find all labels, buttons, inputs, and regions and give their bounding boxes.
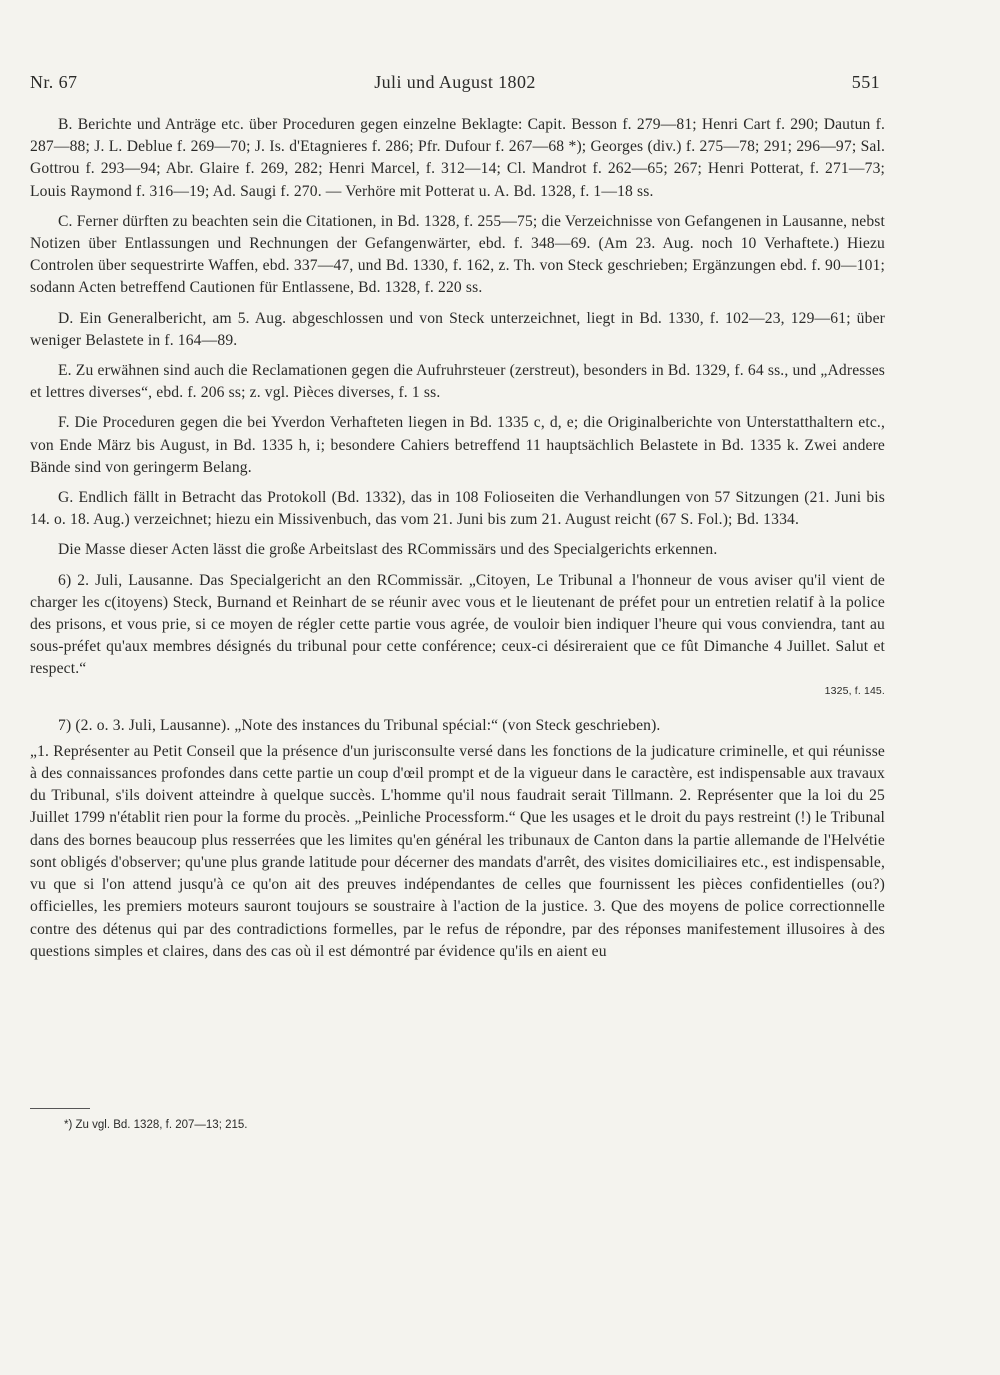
footnote-area <box>30 1108 885 1131</box>
paragraph-c: C. Ferner dürften zu beachten sein die Citationen, in Bd. 1328, f. 255—75; die Verzeichnisse von Gefangenen in Lausanne, nebst Notizen über Entlassungen und Rechnungen der Gefangenwärter, ebd. f. 348—69. (Am 23. Aug. noch 10 Verhaftete.) Hiezu Controlen über sequestrirte Waffen, ebd. 337—47, und Bd. 1330, f. 162, z. Th. von Steck geschrieben; Ergänzungen ebd. f. 90—101; sodann Acten betreffend Cautionen für Entlassene, Bd. 1328, f. 220 ss. <box>30 212 885 297</box>
entry-6: 6) 2. Juli, Lausanne. Das Specialgericht an den RCommissär. „Citoyen, Le Tribunal a l'honneur de vous aviser qu'il vient de charger les c(itoyens) Steck, Burnand et Reinhart de se réunir avec vous et le lieutenant de préfet pour un entretien relatif à la police des prisons, et vous prie, si ce moyen de régler cette partie vous agrée, de vouloir bien indiquer l'heure qui vous conviendra, tant au sous-préfet qu'aux membres désignés du tribunal pour cette conférence; ceux-ci désireraient que ce fût Dimanche 4 Juillet. Salut et respect.“ <box>30 571 885 678</box>
entry-7-heading: 7) (2. o. 3. Juli, Lausanne). „Note des instances du Tribunal spécial:“ (von Steck geschrieben). <box>58 716 661 734</box>
paragraph-b: B. Berichte und Anträge etc. über Proceduren gegen einzelne Beklagte: Capit. Besson f. 279—81; Henri Cart f. 290; Dautun f. 287—88; J. L. Deblue f. 269—70; J. Is. d'Etagnieres f. 286; Pfr. Dufour f. 267—68 *); Georges (div.) f. 275—78; 291; 296—97; Sal. Gottrou f. 293—94; Abr. Glaire f. 269, 282; Henri Marcel, f. 312—14; Cl. Mandrot f. 262—65; 267; Henri Potterat, f. 271—73; Louis Raymond f. 316—19; Ad. Saugi f. 270. — Verhöre mit Potterat u. A. Bd. 1328, f. 1—18 ss. <box>30 116 885 200</box>
running-title: Juli und August 1802 <box>374 72 536 92</box>
main-text <box>30 114 885 971</box>
paragraph-g: G. Endlich fällt in Betracht das Protokoll (Bd. 1332), das in 108 Folioseiten die Verhandlungen von 57 Sitzungen (21. Juni bis 14. o. 18. Aug.) verzeichnet; hiezu ein Missivenbuch, das vom 21. Juni bis zum 21. August reicht (67 S. Fol.); Bd. 1334. <box>30 489 885 529</box>
footnote-text: *) Zu vgl. Bd. 1328, f. 207—13; 215. <box>64 1119 248 1131</box>
paragraph-f: F. Die Proceduren gegen die bei Yverdon Verhafteten liegen in Bd. 1335 c, d, e; die Originalberichte von Unterstatthaltern etc., von Ende März bis August, in Bd. 1335 h, i; besondere Cahiers betreffend 11 hauptsächlich Belastete in Bd. 1335 k. Zwei andere Bände sind von geringerm Belang. <box>30 414 885 476</box>
running-header <box>30 72 880 98</box>
page-number: 551 <box>851 72 880 92</box>
paragraph-d: D. Ein Generalbericht, am 5. Aug. abgeschlossen und von Steck unterzeichnet, liegt in Bd. 1330, f. 102—23, 129—61; über weniger Belastete in f. 164—89. <box>30 309 885 349</box>
paragraph-e: E. Zu erwähnen sind auch die Reclamationen gegen die Aufruhrsteuer (zerstreut), besonders in Bd. 1329, f. 64 ss., und „Adresses et lettres diverses“, ebd. f. 206 ss; z. vgl. Pièces diverses, f. 1 ss. <box>30 362 885 402</box>
footnote-rule <box>30 1108 90 1109</box>
entry-7-body: „1. Représenter au Petit Conseil que la présence d'un jurisconsulte versé dans les fonctions de la judicature criminelle, et qui réunisse à des connaissances profondes dans cette partie un coup d'œil prompt et de la vigueur dans le caractère, est indispensable aux travaux du Tribunal, s'ils doivent atteindre à quelque succès. L'homme qu'il nous faudrait serait Tillmann. 2. Représenter que la loi du 25 Juillet 1799 n'établit rien pour la forme du procès. „Peinliche Processform.“ Que les usages et le droit du pays restreint (!) le Tribunal dans des bornes beaucoup plus resserrées que les limites qu'en général les tribunaux de Canton dans la partie allemande de l'Helvétie sont obligés d'observer; qu'une plus grande latitude pour décerner des mandats d'arrêt, des visites domiciliaires etc., est indispensable, vu que si l'on attend jusqu'à ce qu'on ait des preuves indépendantes de celles que fournissent les pièces confidentielles (ou?) officielles, les premiers moteurs sauront toujours se soustraire à l'action de la justice. 3. Que des moyens de police correctionnelle contre des détenus qui par des contradictions formelles, par le refus de répondre, par des réponses manifestement illusoires à des questions simples et claires, dans des cas où il est démontré par évidence qu'ils en aient eu <box>30 742 885 960</box>
document-number: Nr. 67 <box>30 72 78 92</box>
entry-6-source-reference: 1325, f. 145. <box>824 684 885 697</box>
paragraph-summary: Die Masse dieser Acten lässt die große Arbeitslast des RCommissärs und des Specialgerichts erkennen. <box>58 541 718 559</box>
